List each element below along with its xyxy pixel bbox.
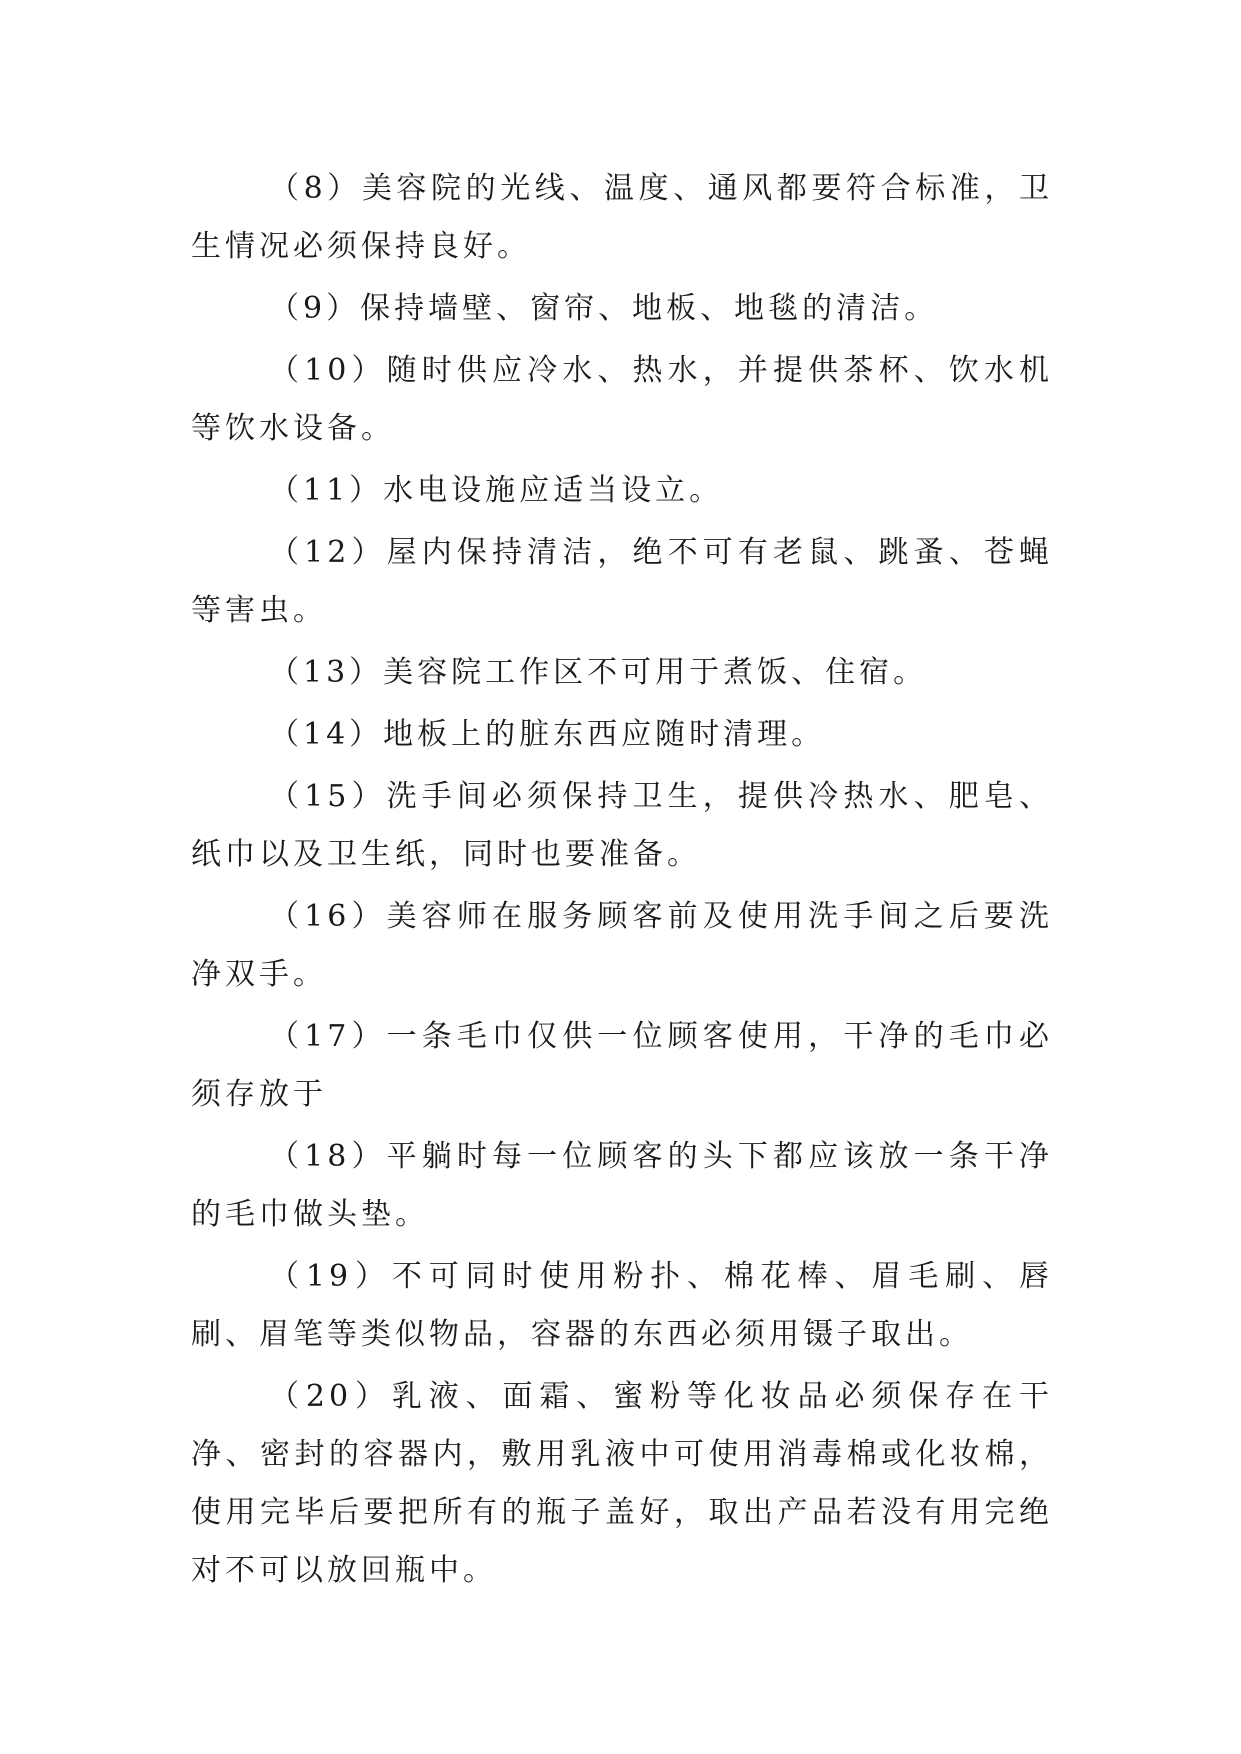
paragraph-item-14: （14）地板上的脏东西应随时清理。 [269,717,826,752]
paragraph-item-17: （17）一条毛巾仅供一位顾客使用，干净的毛巾必须存放于 [191,1019,1053,1112]
paragraph-item-12: （12）屋内保持清洁，绝不可有老鼠、跳蚤、苍蝇等害虫。 [191,535,1053,628]
paragraph-item-20: （20）乳液、面霜、蜜粉等化妆品必须保存在干净、密封的容器内，敷用乳液中可使用消毒棉或化妆棉，使用完毕后要把所有的瓶子盖好，取出产品若没有用完绝对不可以放回瓶中。 [191,1379,1053,1588]
paragraph-item-10: （10）随时供应冷水、热水，并提供茶杯、饮水机等饮水设备。 [191,353,1053,446]
paragraph-item-9: （9）保持墙壁、窗帘、地板、地毯的清洁。 [269,291,939,326]
paragraph-item-15: （15）洗手间必须保持卫生，提供冷热水、肥皂、纸巾以及卫生纸，同时也要准备。 [191,779,1053,872]
paragraph-item-18: （18）平躺时每一位顾客的头下都应该放一条干净的毛巾做头垫。 [191,1139,1053,1232]
paragraph-item-11: （11）水电设施应适当设立。 [269,473,724,508]
paragraph-item-16: （16）美容师在服务顾客前及使用洗手间之后要洗净双手。 [191,899,1053,992]
paragraph-item-19: （19）不可同时使用粉扑、棉花棒、眉毛刷、唇刷、眉笔等类似物品，容器的东西必须用镊子取出。 [191,1259,1053,1352]
paragraph-item-13: （13）美容院工作区不可用于煮饭、住宿。 [269,655,928,690]
paragraph-item-8: （8）美容院的光线、温度、通风都要符合标准，卫生情况必须保持良好。 [191,171,1053,264]
document-page [191,160,1053,1604]
